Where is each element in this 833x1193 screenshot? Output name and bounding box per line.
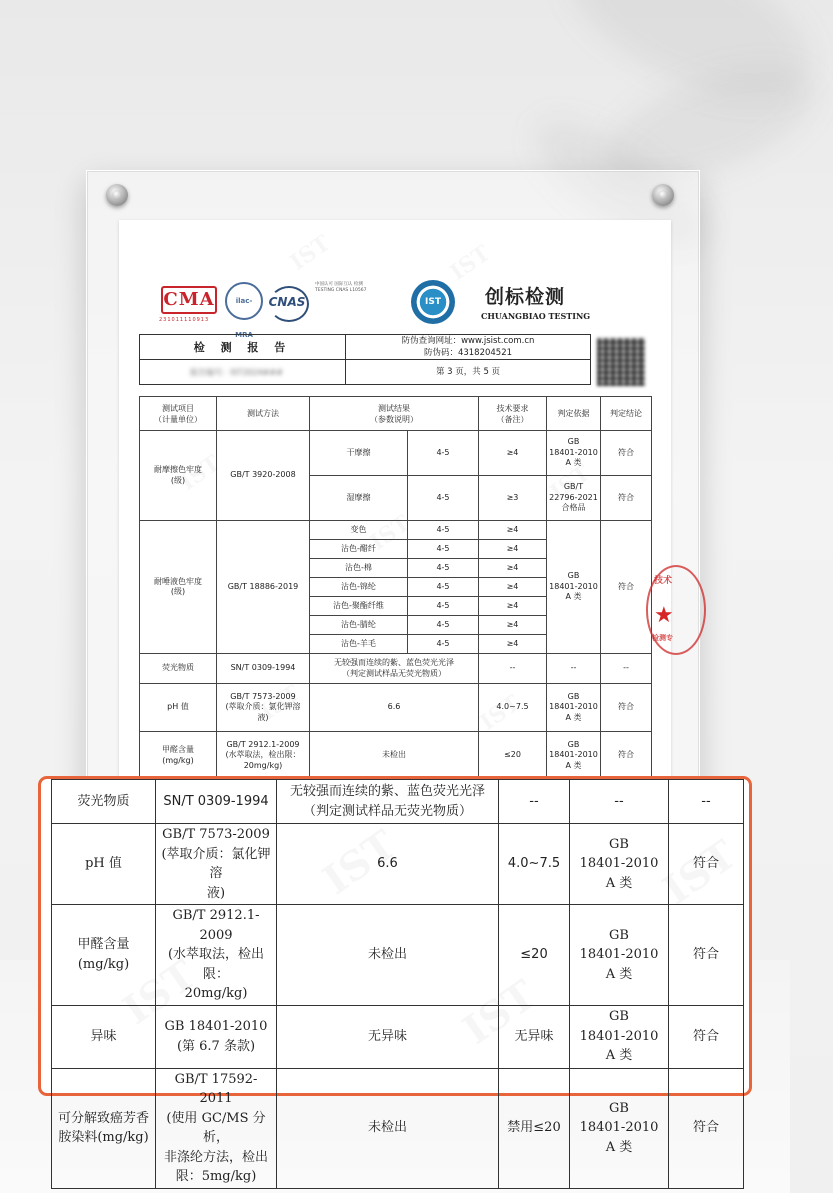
rub-wet-concl: 符合	[601, 476, 652, 521]
zoom-result: 无较强而连续的紫、蓝色荧光光泽 （判定测试样品无荧光物质）	[277, 780, 499, 824]
fluor-item: 荧光物质	[140, 654, 217, 684]
rub-dry-req: ≥4	[479, 431, 547, 476]
report-number: 报告编号：IST2024###	[140, 360, 346, 385]
saliva-row-name: 沾色-醋纤	[310, 540, 408, 559]
rub-wet-req: ≥3	[479, 476, 547, 521]
zoom-result: 6.6	[277, 824, 499, 905]
anti-fake-url: 防伪查询网址：www.jsist.com.cn	[401, 336, 535, 346]
zoom-method: GB/T 17592-2011 (使用 GC/MS 分析， 非涤纶方法，检出 限：5mg/kg)	[156, 1068, 277, 1188]
zoom-basis: GB 18401-2010 A 类	[570, 1068, 669, 1188]
saliva-item: 耐唾液色牢度 (级)	[140, 521, 217, 654]
zoom-result: 未检出	[277, 905, 499, 1006]
saliva-row-name: 沾色-聚酯纤维	[310, 597, 408, 616]
watermark	[445, 240, 495, 286]
zoom-method: GB 18401-2010 (第 6.7 条款)	[156, 1005, 277, 1068]
header-requirement: 技术要求 （备注）	[479, 397, 547, 431]
saliva-row-value: 4-5	[408, 559, 479, 578]
frame-screw	[106, 184, 128, 206]
formal-req: ≤20	[479, 732, 547, 780]
frame-screw	[652, 184, 674, 206]
ist-logo: IST	[411, 280, 455, 324]
saliva-row-value: 4-5	[408, 521, 479, 540]
test-report-sheet	[119, 220, 674, 810]
zoom-concl: 符合	[669, 1005, 744, 1068]
zoom-item: 荧光物质	[52, 780, 156, 824]
rub-wet-value: 4-5	[408, 476, 479, 521]
fluor-method: SN/T 0309-1994	[217, 654, 310, 684]
fluor-basis: --	[547, 654, 601, 684]
saliva-row-req: ≥4	[479, 521, 547, 540]
report-table	[139, 396, 652, 780]
formal-basis: GB 18401-2010 A 类	[547, 732, 601, 780]
cnas-note: 中国认可 国际互认 检测 TESTING CNAS L10567	[315, 282, 367, 293]
saliva-row-value: 4-5	[408, 597, 479, 616]
saliva-row-req: ≥4	[479, 635, 547, 654]
saliva-concl: 符合	[601, 521, 652, 654]
fluor-result: 无较强而连续的紫、蓝色荧光光泽 （判定测试样品无荧光物质）	[310, 654, 479, 684]
stamp-star-icon: ★	[654, 603, 674, 628]
header-result: 测试结果 （参数说明）	[310, 397, 479, 431]
saliva-row-name: 变色	[310, 521, 408, 540]
rub-dry-basis: GB 18401-2010 A 类	[547, 431, 601, 476]
stamp-text: 技术	[654, 576, 673, 586]
zoom-basis: GB 18401-2010 A 类	[570, 905, 669, 1006]
saliva-row-req: ≥4	[479, 597, 547, 616]
ph-result: 6.6	[310, 684, 479, 732]
zoom-method: GB/T 2912.1-2009 (水萃取法，检出限： 20mg/kg)	[156, 905, 277, 1006]
saliva-row-value: 4-5	[408, 578, 479, 597]
saliva-row-value: 4-5	[408, 635, 479, 654]
saliva-row-name: 沾色-羊毛	[310, 635, 408, 654]
zoom-concl: --	[669, 780, 744, 824]
rub-wet-basis: GB/T 22796-2021 合格品	[547, 476, 601, 521]
saliva-row-value: 4-5	[408, 616, 479, 635]
saliva-method: GB/T 18886-2019	[217, 521, 310, 654]
stamp-text: 检测专	[652, 634, 673, 642]
zoom-req: 4.0~7.5	[499, 824, 570, 905]
formal-result: 未检出	[310, 732, 479, 780]
zoom-basis: --	[570, 780, 669, 824]
formal-concl: 符合	[601, 732, 652, 780]
header-basis: 判定依据	[547, 397, 601, 431]
zoom-concl: 符合	[669, 824, 744, 905]
brand-name-cn: 创标检测	[485, 286, 566, 308]
zoom-concl: 符合	[669, 1068, 744, 1188]
header-conclusion: 判定结论	[601, 397, 652, 431]
zoom-method: SN/T 0309-1994	[156, 780, 277, 824]
inspection-stamp	[646, 565, 706, 655]
zoom-req: ≤20	[499, 905, 570, 1006]
zoom-result: 未检出	[277, 1068, 499, 1188]
zoom-method: GB/T 7573-2009 (萃取介质：氯化钾溶 液)	[156, 824, 277, 905]
saliva-row-req: ≥4	[479, 578, 547, 597]
rub-method: GB/T 3920-2008	[217, 431, 310, 521]
rub-dry-value: 4-5	[408, 431, 479, 476]
saliva-row-req: ≥4	[479, 540, 547, 559]
qr-code	[597, 338, 645, 386]
rub-item: 耐摩擦色牢度 (级)	[140, 431, 217, 521]
saliva-row-name: 沾色-腈纶	[310, 616, 408, 635]
fluor-req: --	[479, 654, 547, 684]
saliva-row-req: ≥4	[479, 616, 547, 635]
page-info: 第 3 页，共 5 页	[346, 360, 591, 385]
zoom-item: 甲醛含量 (mg/kg)	[52, 905, 156, 1006]
fluor-concl: --	[601, 654, 652, 684]
formal-item: 甲醛含量 (mg/kg)	[140, 732, 217, 780]
watermark	[285, 230, 335, 276]
zoom-req: --	[499, 780, 570, 824]
zoom-item: 可分解致癌芳香 胺染料(mg/kg)	[52, 1068, 156, 1188]
ph-item: pH 值	[140, 684, 217, 732]
zoomed-detail-panel	[38, 776, 752, 1184]
saliva-row-name: 沾色-棉	[310, 559, 408, 578]
ph-method: GB/T 7573-2009 (萃取介质：氯化钾溶 液)	[217, 684, 310, 732]
ph-req: 4.0~7.5	[479, 684, 547, 732]
report-header-table	[139, 334, 591, 385]
brand-name-en: CHUANGBIAO TESTING	[481, 311, 591, 321]
anti-fake-code: 防伪码：4318204521	[423, 348, 513, 358]
ph-basis: GB 18401-2010 A 类	[547, 684, 601, 732]
zoom-item: 异味	[52, 1005, 156, 1068]
zoom-req: 禁用≤20	[499, 1068, 570, 1188]
saliva-row-value: 4-5	[408, 540, 479, 559]
anti-fake-info	[346, 335, 591, 360]
zoom-req: 无异味	[499, 1005, 570, 1068]
cnas-logo: CNAS	[267, 282, 307, 322]
saliva-basis: GB 18401-2010 A 类	[547, 521, 601, 654]
saliva-row-name: 沾色-锦纶	[310, 578, 408, 597]
saliva-row-req: ≥4	[479, 559, 547, 578]
zoom-concl: 符合	[669, 905, 744, 1006]
cma-number: 231011110913	[159, 317, 210, 323]
ilac-mra-logo: ilac-MRA	[225, 282, 263, 320]
zoom-basis: GB 18401-2010 A 类	[570, 824, 669, 905]
header-method: 测试方法	[217, 397, 310, 431]
zoom-result: 无异味	[277, 1005, 499, 1068]
ph-concl: 符合	[601, 684, 652, 732]
formal-method: GB/T 2912.1-2009 (水萃取法，检出限： 20mg/kg)	[217, 732, 310, 780]
header-item: 测试项目 （计量单位）	[140, 397, 217, 431]
rub-wet: 湿摩擦	[310, 476, 408, 521]
zoom-basis: GB 18401-2010 A 类	[570, 1005, 669, 1068]
doc-title: 检 测 报 告	[140, 335, 346, 360]
cma-logo: CMA	[161, 286, 217, 314]
zoom-item: pH 值	[52, 824, 156, 905]
rub-dry: 干摩擦	[310, 431, 408, 476]
rub-dry-concl: 符合	[601, 431, 652, 476]
zoom-table	[51, 779, 744, 1189]
